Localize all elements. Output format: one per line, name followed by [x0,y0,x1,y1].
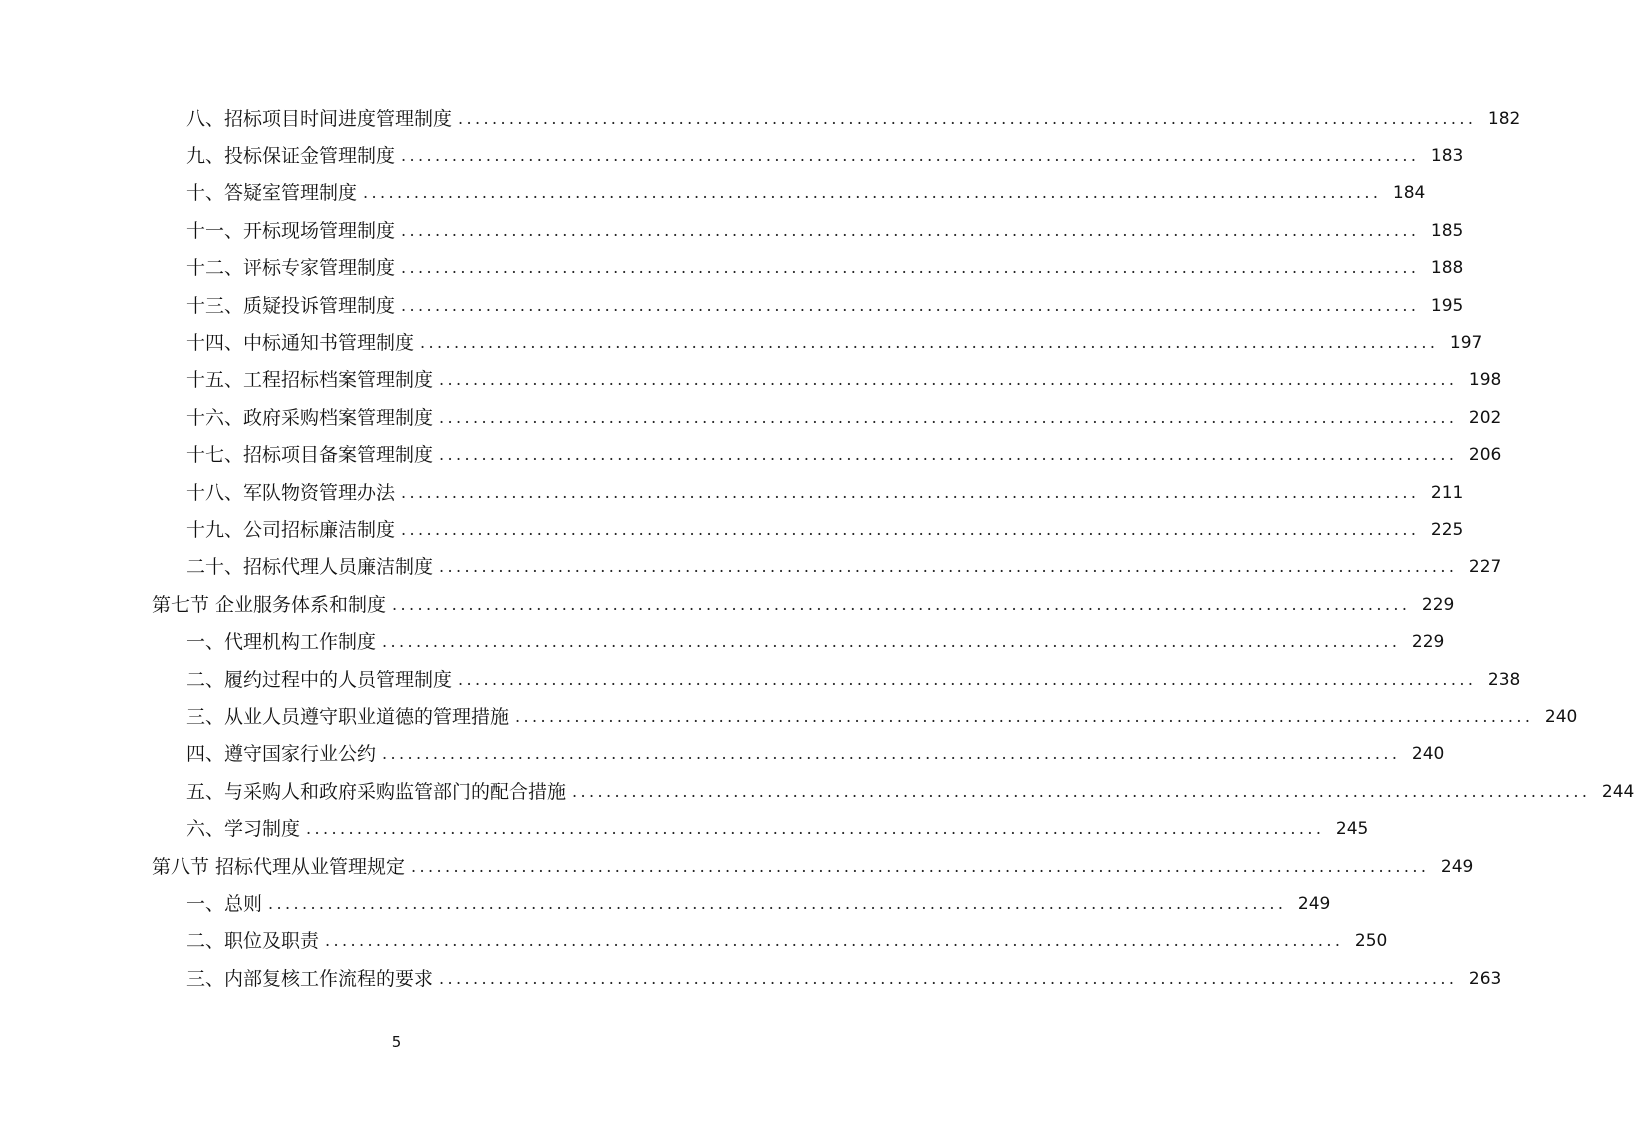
toc-entry[interactable] [0,623,1445,660]
toc-entry-page: 184 [1392,183,1426,204]
toc-leader-dots: ........................................................................................................................ [392,594,1411,614]
toc-entry[interactable] [0,960,1502,997]
toc-leader-dots: ........................................................................................................................ [401,519,1420,539]
toc-leader-dots: ........................................................................................................................ [306,819,1325,839]
toc-entry[interactable] [0,324,1483,361]
toc-leader-dots: ........................................................................................................................ [268,893,1287,913]
toc-entry-title: 五、与采购人和政府采购监管部门的配合措施 [186,780,567,803]
table-of-contents [0,100,1634,997]
toc-entry[interactable] [0,399,1502,436]
toc-entry-page: 263 [1468,968,1502,989]
toc-entry[interactable] [0,100,1521,137]
toc-entry-page: 206 [1468,445,1502,466]
toc-entry-title: 十五、工程招标档案管理制度 [186,369,434,392]
toc-entry[interactable] [0,773,1634,810]
page-number: 5 [391,1033,402,1051]
toc-entry-title: 六、学习制度 [186,818,301,841]
toc-entry[interactable] [0,175,1426,212]
toc-entry-page: 245 [1335,819,1369,840]
toc-entry-title: 十七、招标项目备案管理制度 [186,444,434,467]
toc-entry[interactable] [0,137,1464,174]
toc-entry-page: 249 [1440,856,1474,877]
toc-leader-dots: ........................................................................................................................ [572,781,1591,801]
toc-entry[interactable] [0,511,1464,548]
toc-leader-dots: ........................................................................................................................ [439,407,1458,427]
toc-entry-title: 三、内部复核工作流程的要求 [186,967,434,990]
toc-entry[interactable] [0,549,1502,586]
toc-leader-dots: ........................................................................................................................ [401,482,1420,502]
toc-entry-page: 211 [1430,482,1464,503]
toc-entry-page: 182 [1487,108,1521,129]
toc-entry-title: 一、代理机构工作制度 [186,631,377,654]
toc-leader-dots: ........................................................................................................................ [439,968,1458,988]
toc-entry-page: 238 [1487,669,1521,690]
toc-entry[interactable] [0,212,1464,249]
toc-entry[interactable] [0,885,1331,922]
toc-entry[interactable] [0,474,1464,511]
toc-leader-dots: ........................................................................................................................ [458,108,1477,128]
toc-entry-title: 四、遵守国家行业公约 [186,743,377,766]
toc-leader-dots: ........................................................................................................................ [439,557,1458,577]
toc-leader-dots: ........................................................................................................................ [363,183,1382,203]
toc-entry-title: 三、从业人员遵守职业道德的管理措施 [186,705,510,728]
toc-entry-page: 225 [1430,519,1464,540]
toc-leader-dots: ........................................................................................................................ [439,445,1458,465]
toc-leader-dots: ........................................................................................................................ [458,669,1477,689]
toc-entry-page: 229 [1411,632,1445,653]
toc-entry-title: 十二、评标专家管理制度 [186,257,396,280]
toc-entry-page: 188 [1430,258,1464,279]
toc-leader-dots: ........................................................................................................................ [420,333,1439,353]
toc-entry[interactable] [0,698,1578,735]
toc-leader-dots: ........................................................................................................................ [325,931,1344,951]
toc-leader-dots: ........................................................................................................................ [382,744,1401,764]
toc-leader-dots: ........................................................................................................................ [401,295,1420,315]
toc-leader-dots: ........................................................................................................................ [401,258,1420,278]
toc-entry-title: 十、答疑室管理制度 [186,182,358,205]
toc-entry-page: 185 [1430,220,1464,241]
toc-entry-page: 244 [1601,781,1634,802]
toc-entry-title: 九、投标保证金管理制度 [186,145,396,168]
toc-entry[interactable] [0,923,1388,960]
toc-entry-page: 195 [1430,295,1464,316]
toc-leader-dots: ........................................................................................................................ [515,706,1534,726]
toc-section-entry[interactable] [0,586,1455,623]
toc-entry-title: 二、职位及职责 [186,930,320,953]
toc-entry-title: 八、招标项目时间进度管理制度 [186,107,453,130]
toc-entry[interactable] [0,362,1502,399]
toc-section-entry[interactable] [0,848,1474,885]
toc-leader-dots: ........................................................................................................................ [401,146,1420,166]
toc-entry-page: 229 [1421,594,1455,615]
toc-leader-dots: ........................................................................................................................ [401,220,1420,240]
toc-leader-dots: ........................................................................................................................ [439,370,1458,390]
toc-entry-page: 240 [1544,706,1578,727]
toc-entry[interactable] [0,736,1445,773]
toc-entry[interactable] [0,810,1369,847]
toc-leader-dots: ........................................................................................................................ [382,632,1401,652]
toc-entry-page: 197 [1449,333,1483,354]
toc-entry-page: 250 [1354,931,1388,952]
toc-entry-page: 198 [1468,370,1502,391]
toc-entry-page: 249 [1297,893,1331,914]
toc-entry[interactable] [0,287,1464,324]
toc-entry[interactable] [0,437,1502,474]
toc-entry-page: 227 [1468,557,1502,578]
toc-entry-page: 202 [1468,407,1502,428]
toc-entry-title: 十九、公司招标廉洁制度 [186,518,396,541]
toc-entry-title: 十一、开标现场管理制度 [186,219,396,242]
toc-entry-title: 第七节 企业服务体系和制度 [152,593,387,616]
toc-entry-title: 二、履约过程中的人员管理制度 [186,668,453,691]
toc-entry-title: 一、总则 [186,892,263,915]
toc-entry-title: 十八、军队物资管理办法 [186,481,396,504]
toc-entry-title: 十三、质疑投诉管理制度 [186,294,396,317]
toc-entry[interactable] [0,250,1464,287]
toc-entry-title: 十六、政府采购档案管理制度 [186,406,434,429]
toc-entry-page: 240 [1411,744,1445,765]
toc-leader-dots: ........................................................................................................................ [411,856,1430,876]
toc-entry[interactable] [0,661,1521,698]
toc-entry-page: 183 [1430,146,1464,167]
toc-entry-title: 二十、招标代理人员廉洁制度 [186,556,434,579]
toc-entry-title: 第八节 招标代理从业管理规定 [152,855,406,878]
toc-entry-title: 十四、中标通知书管理制度 [186,332,415,355]
